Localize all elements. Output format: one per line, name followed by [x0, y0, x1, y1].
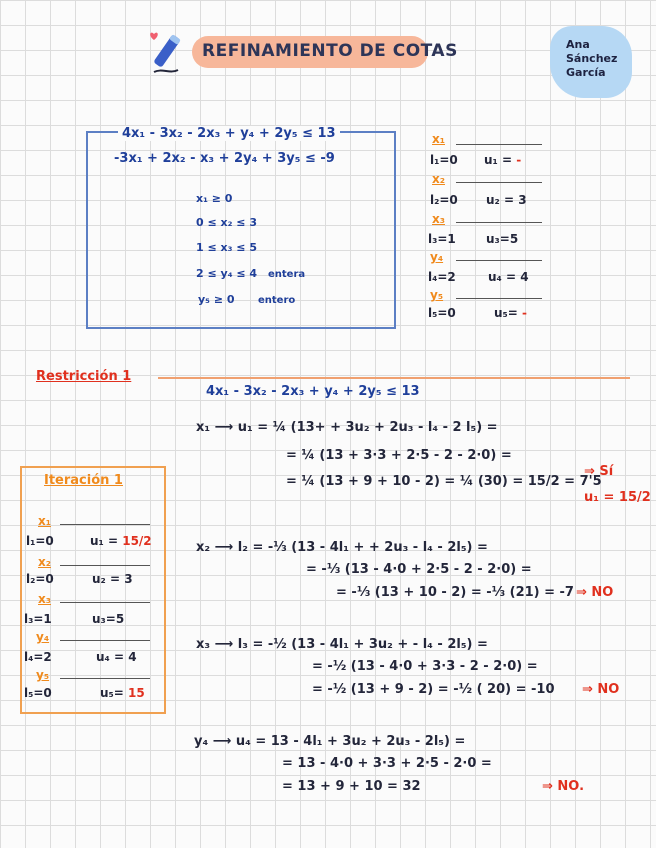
calc-x2-line2: = -⅓ (13 - 4·0 + 2·5 - 2 - 2·0) = [306, 562, 532, 577]
divider [60, 524, 150, 525]
iter-var-x2: x₂ [38, 555, 51, 569]
bound-x1: x₁ ≥ 0 [196, 192, 233, 205]
iter-u5: u₅= 15 [100, 686, 145, 700]
calc-x2-line1: x₂ ⟶ l₂ = -⅓ (13 - 4l₁ + + 2u₃ - l₄ - 2l₅) = [196, 540, 488, 555]
bounds-var-y5: y₅ [430, 288, 444, 302]
calc-x3-line3: = -½ (13 + 9 - 2) = -½ ( 20) = -10 [312, 682, 555, 697]
divider [60, 602, 150, 603]
author-last-name-1: Sánchez [566, 52, 618, 65]
bound-x2: 0 ≤ x₂ ≤ 3 [196, 216, 257, 229]
author-first-name: Ana [566, 38, 590, 51]
calc-x1-new-bound: u₁ = 15/2 [584, 490, 651, 505]
bounds-u5: u₅= - [494, 306, 528, 320]
calc-y4-line3: = 13 + 9 + 10 = 32 [282, 779, 421, 794]
divider [60, 640, 150, 641]
calc-x1-line3: = ¼ (13 + 9 + 10 - 2) = ¼ (30) = 15/2 = 7'5 [286, 474, 602, 489]
bound-y4: 2 ≤ y₄ ≤ 4 [196, 267, 258, 280]
iter-l2: l₂=0 [26, 572, 54, 586]
page-title: REFINAMIENTO DE COTAS [202, 41, 458, 61]
bounds-u2: u₂ = 3 [486, 193, 527, 207]
bounds-u1: u₁ = - [484, 153, 522, 167]
iter-var-y4: y₄ [36, 630, 50, 644]
iter-u1: u₁ = 15/2 [90, 534, 152, 548]
bounds-l2: l₂=0 [430, 193, 458, 207]
calc-x1-result: ⇒ Sí [584, 464, 614, 479]
divider [456, 222, 542, 223]
calc-x2-line3: = -⅓ (13 + 10 - 2) = -⅓ (21) = -7 [336, 585, 574, 600]
calc-x2-result: ⇒ NO [576, 585, 614, 600]
bounds-var-x2: x₂ [432, 172, 445, 186]
bounds-l5: l₅=0 [428, 306, 456, 320]
iter-var-x3: x₃ [38, 592, 51, 606]
bounds-l3: l₃=1 [428, 232, 456, 246]
bounds-u3: u₃=5 [486, 232, 519, 246]
iter-u2: u₂ = 3 [92, 572, 133, 586]
divider [456, 182, 542, 183]
divider [456, 298, 542, 299]
iter-var-x1: x₁ [38, 514, 51, 528]
constraint-1: 4x₁ - 3x₂ - 2x₃ + y₄ + 2y₅ ≤ 13 [118, 126, 340, 141]
iter-l1: l₁=0 [26, 534, 54, 548]
calc-y4-line1: y₄ ⟶ u₄ = 13 - 4l₁ + 3u₂ + 2u₃ - 2l₅) = [194, 734, 466, 749]
author-last-name-2: García [566, 66, 606, 79]
calc-y4-result: ⇒ NO. [542, 779, 585, 794]
bound-x3: 1 ≤ x₃ ≤ 5 [196, 241, 257, 254]
bounds-var-x1: x₁ [432, 132, 445, 146]
restriction-label: Restricción 1 [36, 369, 132, 384]
calc-x1-line2: = ¼ (13 + 3·3 + 2·5 - 2 - 2·0) = [286, 448, 512, 463]
divider [60, 565, 150, 566]
bounds-var-x3: x₃ [432, 212, 445, 226]
integer-label-y4: entera [268, 269, 306, 280]
iter-l4: l₄=2 [24, 650, 52, 664]
iter-l5: l₅=0 [24, 686, 52, 700]
calc-y4-line2: = 13 - 4·0 + 3·3 + 2·5 - 2·0 = [282, 756, 492, 771]
restriction-rule [158, 377, 630, 379]
divider [456, 144, 542, 145]
bounds-l1: l₁=0 [430, 153, 458, 167]
calc-x3-result: ⇒ NO [582, 682, 620, 697]
bounds-var-y4: y₄ [430, 250, 444, 264]
bounds-u4: u₄ = 4 [488, 270, 529, 284]
pencil-icon [148, 28, 190, 76]
divider [60, 678, 150, 679]
iter-l3: l₃=1 [24, 612, 52, 626]
calc-x1-line1: x₁ ⟶ u₁ = ¼ (13+ + 3u₂ + 2u₃ - l₄ - 2 l₅) = [196, 420, 498, 435]
bounds-l4: l₄=2 [428, 270, 456, 284]
integer-label-y5: entero [258, 295, 296, 306]
constraint-2: -3x₁ + 2x₂ - x₃ + 2y₄ + 3y₅ ≤ -9 [114, 151, 335, 166]
iter-u4: u₄ = 4 [96, 650, 137, 664]
divider [456, 260, 542, 261]
iteration-title: Iteración 1 [44, 473, 123, 488]
iter-u3: u₃=5 [92, 612, 125, 626]
calc-x3-line2: = -½ (13 - 4·0 + 3·3 - 2 - 2·0) = [312, 659, 538, 674]
bound-y5: y₅ ≥ 0 [198, 293, 235, 306]
calc-x3-line1: x₃ ⟶ l₃ = -½ (13 - 4l₁ + 3u₂ + - l₄ - 2l₅) = [196, 637, 488, 652]
restriction-equation: 4x₁ - 3x₂ - 2x₃ + y₄ + 2y₅ ≤ 13 [206, 384, 420, 399]
iter-var-y5: y₅ [36, 668, 50, 682]
